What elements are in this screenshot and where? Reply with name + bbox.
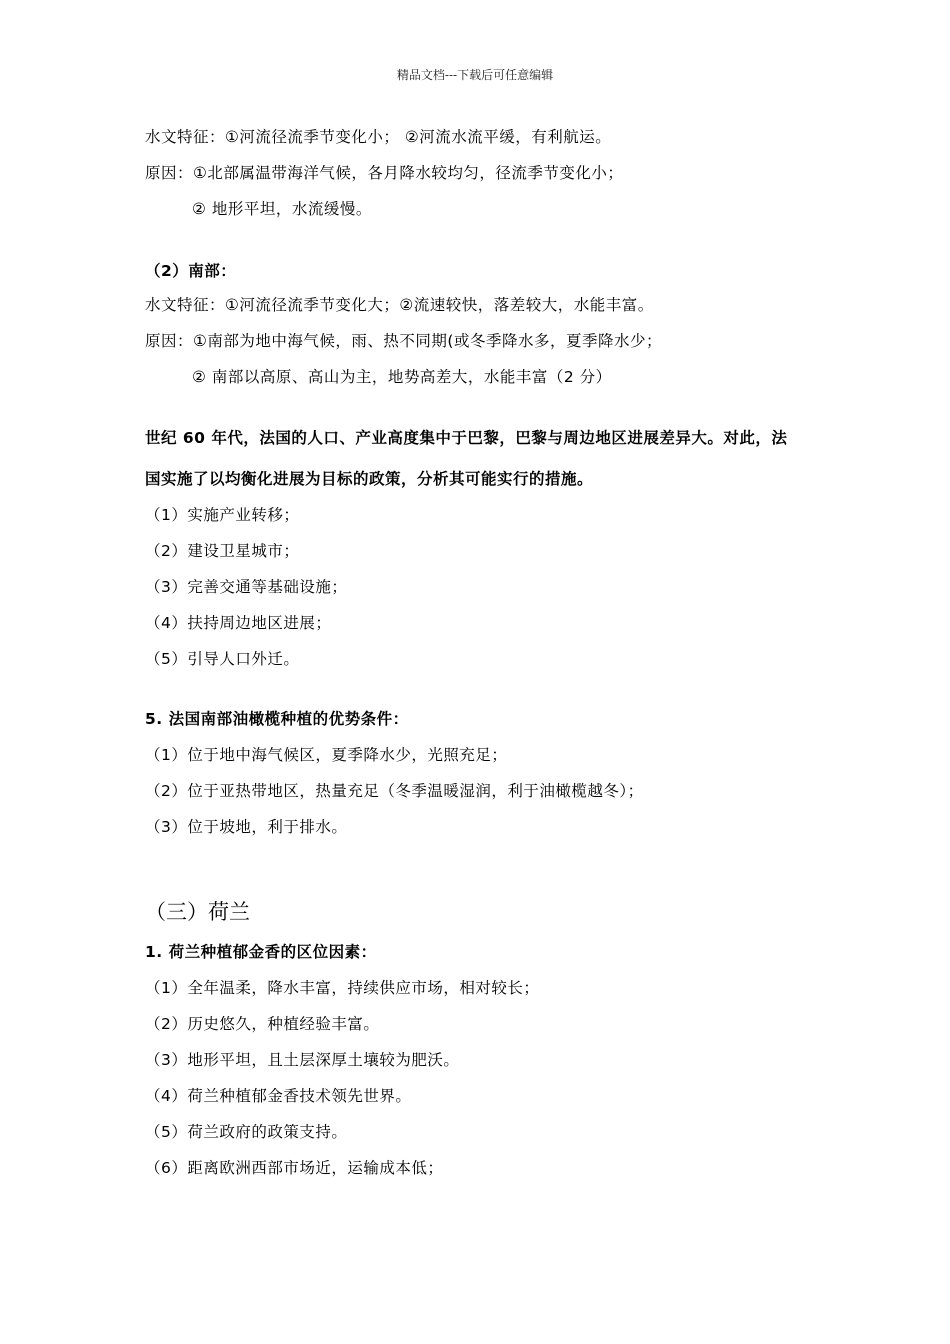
north-reason-2: ② 地形平坦，水流缓慢。	[192, 200, 372, 218]
question-5-item: （1）位于地中海气候区，夏季降水少，光照充足；	[145, 746, 508, 764]
question-4-item: （4）扶持周边地区进展；	[145, 614, 332, 632]
south-reason-1: 原因：①南部为地中海气候，雨、热不同期(或冬季降水多，夏季降水少；	[145, 332, 662, 350]
question-4-item: （1）实施产业转移；	[145, 506, 300, 524]
question-5-item: （2）位于亚热带地区，热量充足（冬季温暖湿润，利于油橄榄越冬）；	[145, 782, 644, 800]
question-4-item: （2）建设卫星城市；	[145, 542, 300, 560]
section-title-netherlands: （三）荷兰	[145, 900, 250, 924]
question-4-line-1: 世纪 60 年代，法国的人口、产业高度集中于巴黎，巴黎与周边地区进展差异大。对此，法	[145, 429, 788, 447]
netherlands-item: （1）全年温柔，降水丰富，持续供应市场，相对较长；	[145, 979, 540, 997]
question-4-line-2: 国实施了以均衡化进展为目标的政策，分析其可能实行的措施。	[145, 470, 594, 488]
netherlands-item: （3）地形平坦，且土层深厚土壤较为肥沃。	[145, 1051, 460, 1069]
netherlands-question-1-title: 1. 荷兰种植郁金香的区位因素：	[145, 943, 377, 961]
north-reason-1: 原因：①北部属温带海洋气候，各月降水较均匀，径流季节变化小；	[145, 164, 624, 182]
north-hydrology-features: 水文特征：①河流径流季节变化小； ②河流水流平缓，有利航运。	[145, 128, 612, 146]
netherlands-item: （4）荷兰种植郁金香技术领先世界。	[145, 1087, 412, 1105]
netherlands-item: （2）历史悠久，种植经验丰富。	[145, 1015, 380, 1033]
south-heading: （2）南部：	[145, 262, 237, 280]
question-4-item: （3）完善交通等基础设施；	[145, 578, 348, 596]
netherlands-item: （6）距离欧洲西部市场近，运输成本低；	[145, 1159, 444, 1177]
netherlands-item: （5）荷兰政府的政策支持。	[145, 1123, 348, 1141]
question-5-title: 5. 法国南部油橄榄种植的优势条件：	[145, 710, 409, 728]
question-4-item: （5）引导人口外迁。	[145, 650, 300, 668]
south-hydrology-features: 水文特征：①河流径流季节变化大；②流速较快，落差较大，水能丰富。	[145, 296, 654, 314]
page-header: 精品文档---下载后可任意编辑	[396, 68, 554, 82]
question-5-item: （3）位于坡地，利于排水。	[145, 818, 348, 836]
south-reason-2: ② 南部以高原、高山为主，地势高差大，水能丰富（2 分）	[192, 368, 612, 386]
